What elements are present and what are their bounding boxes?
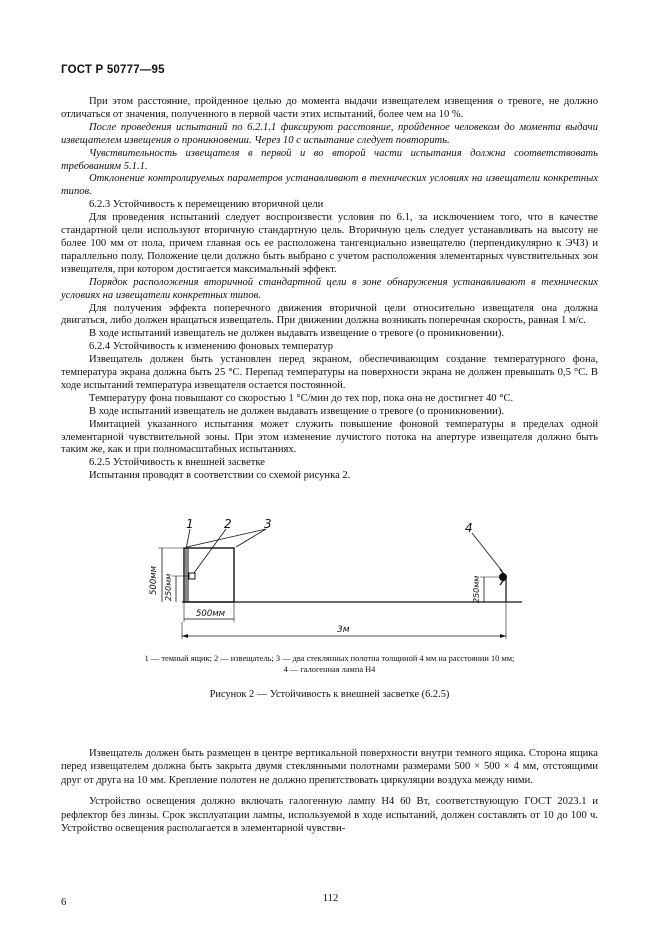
legend-line: 4 — галогенная лампа Н4 — [283, 665, 376, 674]
paragraph: Имитацией указанного испытания может служить повышение фоновой температуры в пределах одной элементарной чувствительной зоны. При этом изменение лучистого потока на апертуре извещателя должно быть таким же, как и при полномасштабных испытаниях. — [61, 418, 598, 456]
paragraph: После проведения испытаний по 6.2.1.1 фиксируют расстояние, пройденное человеком до момента выдачи извещателем извещения о проникновении. Через 10 с испытание следует повторить. — [61, 121, 598, 146]
paragraph: Чувствительность извещателя в первой и во второй части испытания должна соответствовать требованиям 5.1.1. — [61, 147, 598, 172]
body-text-lower — [61, 747, 598, 835]
dim-box-height-label: 500мм — [149, 565, 159, 595]
page-number: 6 — [61, 897, 67, 908]
paragraph: При этом расстояние, пройденное целью до момента выдачи извещателем извещения о тревоге, не должно отличаться от значения, полученного в первой части этих испытаний, более чем на 10 %. — [61, 96, 598, 120]
label-4: 4 — [465, 521, 473, 535]
paragraph: В ходе испытаний извещатель не должен выдавать извещение о тревоге (о проникновении). — [89, 405, 505, 417]
dim-lamp-height-label: 250мм — [472, 575, 481, 603]
leader-3b — [187, 529, 266, 547]
dim-detector-height-label: 250мм — [164, 573, 173, 601]
leader-2 — [194, 529, 226, 573]
figure-legend — [61, 653, 598, 675]
halogen-lamp — [499, 573, 507, 581]
paragraph: Температуру фона повышают со скоростью 1 °С/мин до тех пор, пока она не достигнет 40 °С. — [89, 392, 514, 404]
section-heading-6-2-5: 6.2.5 Устойчивость к внешней засветке — [89, 457, 265, 469]
test-setup-diagram — [132, 515, 532, 645]
label-2: 2 — [224, 517, 232, 531]
dim-distance-label: 3м — [337, 625, 350, 635]
paragraph: Извещатель должен быть установлен перед экраном, обеспечивающим создание температурного фона, температура экрана должна быть 25 °С. Перепад температуры на поверхности экрана не должен превышать 0,5 °С. В ходе испытаний температура извещателя остается постоянной. — [61, 354, 598, 391]
detector — [189, 573, 195, 579]
dim-box-width-label: 500мм — [196, 609, 226, 619]
paragraph: Для получения эффекта поперечного движения вторичной цели относительно извещателя она должна двигаться, либо должен вращаться извещатель. При движении должна возникать поперечная скорость, равная 1 м/с. — [61, 302, 598, 327]
leader-4 — [472, 533, 502, 571]
paragraph: Извещатель должен быть размещен в центре вертикальной поверхности внутри темного ящика. Сторона ящика перед извещателем должна быть закрыта двумя стеклянными полотнами размерами 500 × 500 × 4 мм, отстоящими друг от друга на 10 мм. Крепление полотен не должно препятствовать циркуляции воздуха между ними. — [61, 748, 598, 786]
section-heading-6-2-4: 6.2.4 Устойчивость к изменению фоновых температур — [89, 341, 334, 353]
section-heading-6-2-3: 6.2.3 Устойчивость к перемещению вторичной цели — [89, 199, 324, 211]
leader-1 — [186, 529, 190, 549]
label-1: 1 — [186, 517, 194, 531]
paragraph: В ходе испытаний извещатель не должен выдавать извещение о тревоге (о проникновении). — [89, 328, 505, 340]
paragraph: Отклонение контролируемых параметров устанавливают в технических условиях на извещатели конкретных типов. — [61, 173, 598, 198]
figure-title: Рисунок 2 — Устойчивость к внешней засветке (6.2.5) — [209, 689, 450, 700]
body-text-upper — [61, 96, 598, 483]
paragraph: Испытания проводят в соответствии со схемой рисунка 2. — [89, 470, 351, 482]
paragraph: Устройство освещения должно включать галогенную лампу Н4 60 Вт, соответствующую ГОСТ 2023.1 и рефлектор без линзы. Срок эксплуатации лампы, используемой в ходе испытаний, должен составлять от 10 до 100 ч. Устройство освещения располагается в элементарной чувстви- — [61, 796, 598, 835]
paragraph: Для проведения испытаний следует воспроизвести условия по 6.1, за исключением того, что в качестве стандартной цели используют вторичную стандартную цель. Вторичную цель следует устанавливать на высоту не более 100 мм от пола, причем главная ось ее расположена тангенциально извещателю (перпендикулярно к ЭЧЗ) и параллельно полу. Положение цели должно быть выбрано с учетом расположения элементарных чувствительных зон извещателя, при котором достигается максимальный эффект. — [61, 212, 598, 275]
paragraph: Порядок расположения вторичной стандартной цели в зоне обнаружения устанавливают в технических условиях на извещатели конкретных типов. — [61, 276, 598, 301]
legend-line: 1 — темный ящик; 2 — извещатель; 3 — два стеклянных полотна толщиной 4 мм на расстоянии 10 мм; — [144, 654, 515, 663]
collection-page-number: 112 — [322, 893, 339, 904]
standard-header: ГОСТ Р 50777—95 — [61, 64, 165, 76]
leader-3a — [236, 529, 266, 547]
label-3: 3 — [264, 517, 272, 531]
